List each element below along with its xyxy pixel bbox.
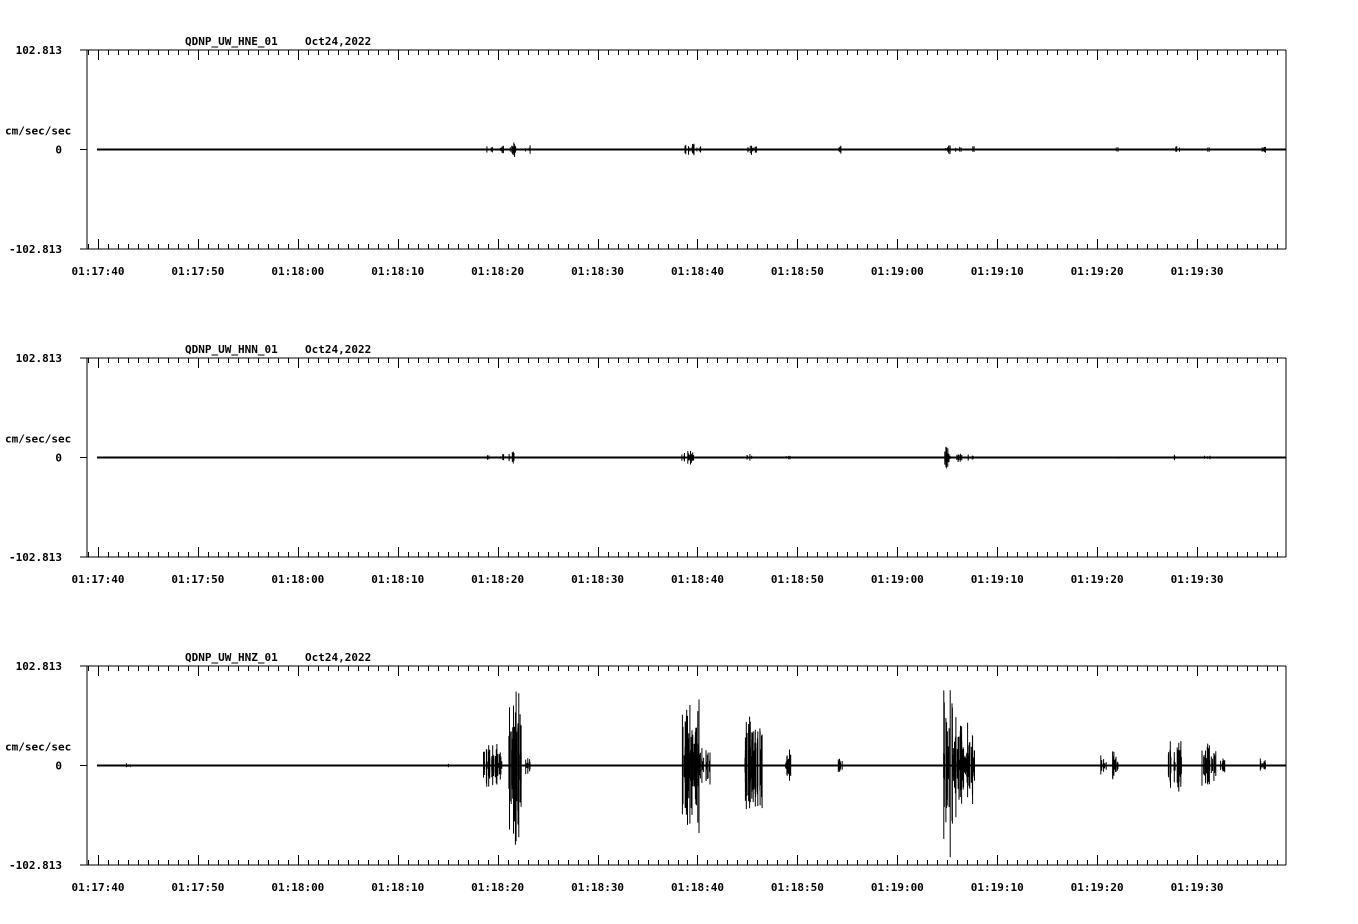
x-minor-ticks-top (89, 666, 1278, 676)
x-tick-label: 01:18:40 (670, 881, 724, 894)
x-tick-label: 01:19:10 (970, 265, 1024, 278)
trace-burst (957, 454, 962, 462)
y-tick-label-min: -102.813 (9, 243, 62, 256)
x-tick-label: 01:18:20 (471, 881, 525, 894)
x-minor-ticks-bottom (89, 239, 1278, 249)
x-tick-label: 01:19:20 (1070, 573, 1124, 586)
panel-qdnp-uw-hne-01 (5, 35, 1286, 278)
trace-burst (500, 146, 503, 154)
trace-burst (526, 758, 530, 774)
date-label: Oct24,2022 (305, 343, 372, 356)
x-tick-label: 01:19:00 (870, 881, 924, 894)
x-tick-label: 01:19:30 (1170, 881, 1224, 894)
x-tick-label: 01:18:30 (571, 573, 625, 586)
x-minor-ticks-top (89, 358, 1278, 368)
trace-burst (1114, 147, 1118, 152)
x-tick-label: 01:18:50 (770, 265, 824, 278)
x-tick-label: 01:19:10 (970, 881, 1024, 894)
x-tick-label: 01:18:10 (371, 881, 425, 894)
x-tick-label: 01:17:40 (71, 265, 125, 278)
y-tick-label-zero: 0 (55, 759, 62, 773)
y-axis-label: cm/sec/sec (5, 740, 72, 754)
trace-burst (945, 447, 950, 469)
x-tick-label: 01:17:50 (171, 881, 225, 894)
trace-burst (1204, 456, 1210, 459)
x-tick-label: 01:18:30 (571, 881, 625, 894)
x-tick-label: 01:18:10 (371, 265, 425, 278)
trace-burst (487, 455, 490, 459)
x-tick-label: 01:19:20 (1070, 881, 1124, 894)
y-tick-label-max: 102.813 (15, 44, 62, 57)
x-tick-label: 01:18:00 (271, 265, 325, 278)
trace-burst (839, 146, 841, 154)
station-label: QDNP_UW_HNN_01 (185, 343, 278, 356)
x-tick-label: 01:17:50 (171, 573, 225, 586)
date-label: Oct24,2022 (305, 35, 372, 48)
y-tick-label-zero: 0 (55, 143, 62, 157)
x-tick-label: 01:18:00 (271, 881, 325, 894)
y-tick-label-max: 102.813 (15, 660, 62, 673)
x-tick-label: 01:17:40 (71, 881, 125, 894)
y-tick-label-min: -102.813 (9, 859, 62, 872)
trace-burst (1262, 147, 1265, 153)
x-tick-label: 01:18:10 (371, 573, 425, 586)
x-tick-label: 01:18:00 (271, 573, 325, 586)
trace-burst (944, 690, 956, 857)
trace-burst (1202, 744, 1216, 786)
x-tick-label: 01:18:40 (670, 573, 724, 586)
y-axis-label: cm/sec/sec (5, 432, 72, 446)
x-tick-label: 01:18:30 (571, 265, 625, 278)
x-tick-label: 01:19:30 (1170, 573, 1224, 586)
trace-burst (1175, 146, 1181, 152)
trace-burst (509, 692, 521, 845)
x-tick-label: 01:19:00 (870, 265, 924, 278)
panel-qdnp-uw-hnz-01 (5, 651, 1286, 894)
panel-qdnp-uw-hnn-01 (5, 343, 1286, 586)
y-tick-label-min: -102.813 (9, 551, 62, 564)
x-minor-ticks-bottom (89, 855, 1278, 865)
trace-burst (945, 145, 951, 154)
x-minor-ticks-bottom (89, 547, 1278, 557)
trace-burst (688, 451, 694, 465)
trace-burst (496, 752, 502, 779)
trace-burst (748, 146, 753, 155)
y-tick-label-zero: 0 (55, 451, 62, 465)
x-minor-ticks-top (89, 50, 1278, 60)
trace-burst (961, 723, 974, 804)
y-tick-label-max: 102.813 (15, 352, 62, 365)
x-tick-label: 01:19:00 (870, 573, 924, 586)
x-tick-label: 01:17:40 (71, 573, 125, 586)
x-tick-label: 01:18:20 (471, 573, 525, 586)
trace-burst (685, 145, 689, 155)
station-label: QDNP_UW_HNZ_01 (185, 651, 278, 664)
x-tick-label: 01:18:20 (471, 265, 525, 278)
x-tick-label: 01:17:50 (171, 265, 225, 278)
x-tick-label: 01:19:10 (970, 573, 1024, 586)
y-axis-label: cm/sec/sec (5, 124, 72, 138)
trace-burst (1168, 741, 1181, 792)
x-tick-label: 01:18:50 (770, 881, 824, 894)
x-tick-label: 01:18:40 (670, 265, 724, 278)
trace-burst (1260, 759, 1265, 771)
trace-burst (1113, 751, 1118, 779)
x-tick-label: 01:18:50 (770, 573, 824, 586)
date-label: Oct24,2022 (305, 651, 372, 664)
trace-burst (682, 453, 685, 461)
trace-burst (973, 146, 974, 152)
station-label: QDNP_UW_HNE_01 (185, 35, 278, 48)
x-tick-label: 01:19:30 (1170, 265, 1224, 278)
trace-burst (786, 750, 791, 781)
x-tick-label: 01:19:20 (1070, 265, 1124, 278)
